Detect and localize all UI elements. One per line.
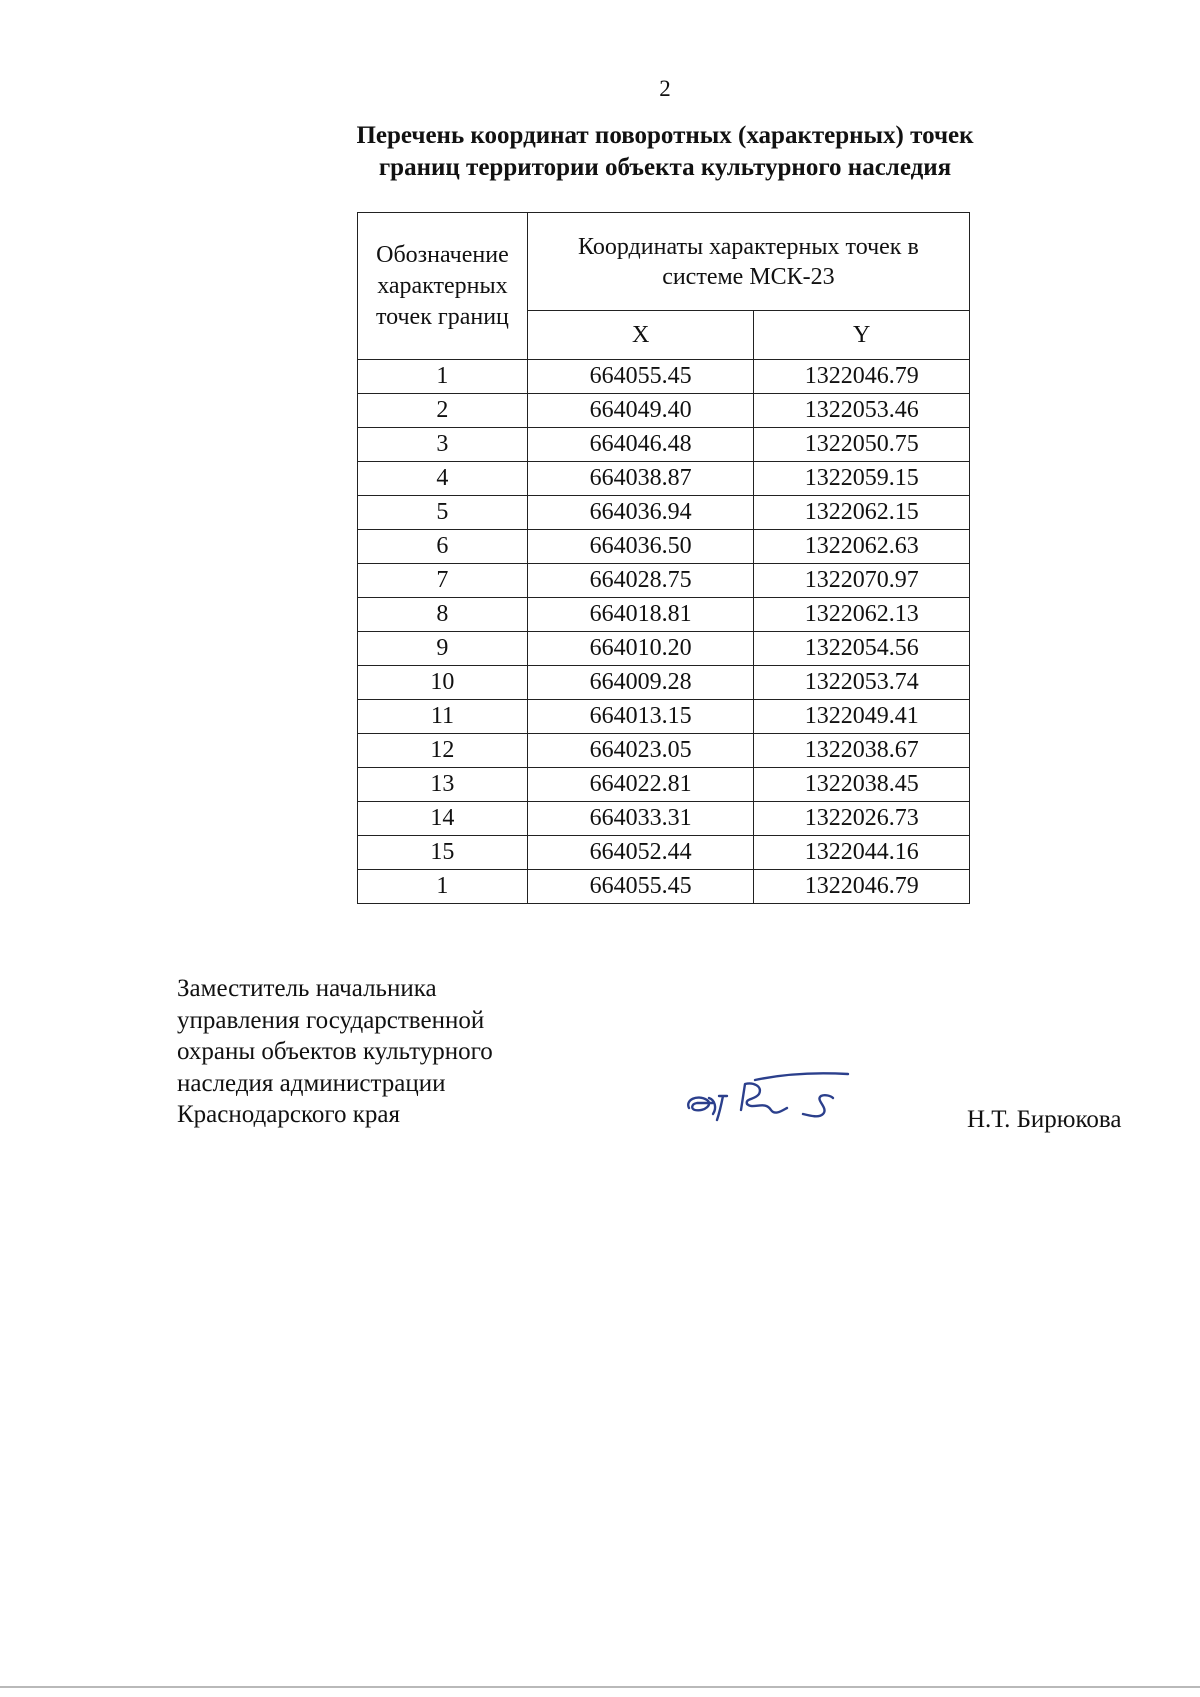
x-cell: 664049.40	[527, 394, 754, 428]
title-line-2: границ территории объекта культурного наследия	[378, 154, 952, 181]
table-row	[358, 802, 970, 836]
table-row	[358, 632, 970, 666]
y-cell: 1322050.75	[754, 428, 970, 462]
y-cell: 1322059.15	[754, 462, 970, 496]
signer-position-line-1: Заместитель начальника	[177, 975, 437, 1002]
x-cell: 664018.81	[527, 598, 754, 632]
point-cell: 9	[358, 632, 528, 666]
x-cell: 664036.50	[527, 530, 754, 564]
x-cell: 664055.45	[527, 870, 754, 904]
y-cell: 1322062.13	[754, 598, 970, 632]
scan-edge-line	[0, 1686, 1200, 1688]
y-cell: 1322062.63	[754, 530, 970, 564]
point-cell: 2	[358, 394, 528, 428]
point-cell: 11	[358, 700, 528, 734]
y-cell: 1322049.41	[754, 700, 970, 734]
y-cell: 1322038.45	[754, 768, 970, 802]
table-row	[358, 360, 970, 394]
x-cell: 664033.31	[527, 802, 754, 836]
signer-position-line-2: управления государственной	[177, 1006, 485, 1034]
point-cell: 6	[358, 530, 528, 564]
point-cell: 3	[358, 428, 528, 462]
coordinates-header-line-2: системе МСК-23	[662, 263, 835, 290]
point-cell: 1	[358, 870, 528, 904]
table-row	[358, 700, 970, 734]
y-cell: 1322046.79	[754, 870, 970, 904]
designation-header	[358, 213, 528, 360]
signer-name: Н.Т. Бирюкова	[967, 1106, 1122, 1133]
x-cell: 664022.81	[527, 768, 754, 802]
signer-position	[177, 973, 493, 1131]
point-cell: 15	[358, 836, 528, 870]
point-cell: 8	[358, 598, 528, 632]
table-row	[358, 394, 970, 428]
coordinates-header	[527, 213, 969, 311]
point-cell: 7	[358, 564, 528, 598]
table-row	[358, 564, 970, 598]
y-cell: 1322070.97	[754, 564, 970, 598]
point-cell: 12	[358, 734, 528, 768]
point-cell: 14	[358, 802, 528, 836]
y-cell: 1322054.56	[754, 632, 970, 666]
x-cell: 664055.45	[527, 360, 754, 394]
point-cell: 10	[358, 666, 528, 700]
point-cell: 13	[358, 768, 528, 802]
handwritten-signature	[683, 1070, 858, 1130]
table-row	[358, 598, 970, 632]
signer-position-line-4: наследия администрации	[177, 1069, 446, 1097]
document-title	[0, 120, 1200, 184]
x-cell: 664046.48	[527, 428, 754, 462]
x-cell: 664023.05	[527, 734, 754, 768]
coordinates-table	[357, 212, 970, 904]
y-cell: 1322053.74	[754, 666, 970, 700]
x-cell: 664038.87	[527, 462, 754, 496]
signer-position-line-3: охраны объектов культурного	[177, 1038, 493, 1065]
table-row	[358, 666, 970, 700]
point-cell: 5	[358, 496, 528, 530]
designation-header-line-3: точек границ	[375, 303, 509, 330]
designation-header-line-2: характерных	[377, 272, 508, 299]
table-row	[358, 836, 970, 870]
y-cell: 1322062.15	[754, 496, 970, 530]
table-row	[358, 734, 970, 768]
table-row	[358, 870, 970, 904]
y-cell: 1322053.46	[754, 394, 970, 428]
y-cell: 1322044.16	[754, 836, 970, 870]
x-cell: 664036.94	[527, 496, 754, 530]
signer-position-line-5: Краснодарского края	[177, 1101, 400, 1128]
page-number: 2	[659, 76, 671, 101]
table-row	[358, 768, 970, 802]
x-column-header: X	[527, 311, 754, 360]
x-cell: 664028.75	[527, 564, 754, 598]
designation-header-line-1: Обозначение	[376, 241, 509, 268]
table-row	[358, 496, 970, 530]
table-row	[358, 462, 970, 496]
title-line-1: Перечень координат поворотных (характерных) точек	[356, 122, 974, 149]
coordinates-header-line-1: Координаты характерных точек в	[578, 233, 919, 260]
x-cell: 664013.15	[527, 700, 754, 734]
point-cell: 1	[358, 360, 528, 394]
x-cell: 664009.28	[527, 666, 754, 700]
y-cell: 1322026.73	[754, 802, 970, 836]
x-cell: 664010.20	[527, 632, 754, 666]
y-column-header: Y	[754, 311, 970, 360]
table-row	[358, 428, 970, 462]
y-cell: 1322038.67	[754, 734, 970, 768]
table-row	[358, 530, 970, 564]
point-cell: 4	[358, 462, 528, 496]
y-cell: 1322046.79	[754, 360, 970, 394]
x-cell: 664052.44	[527, 836, 754, 870]
